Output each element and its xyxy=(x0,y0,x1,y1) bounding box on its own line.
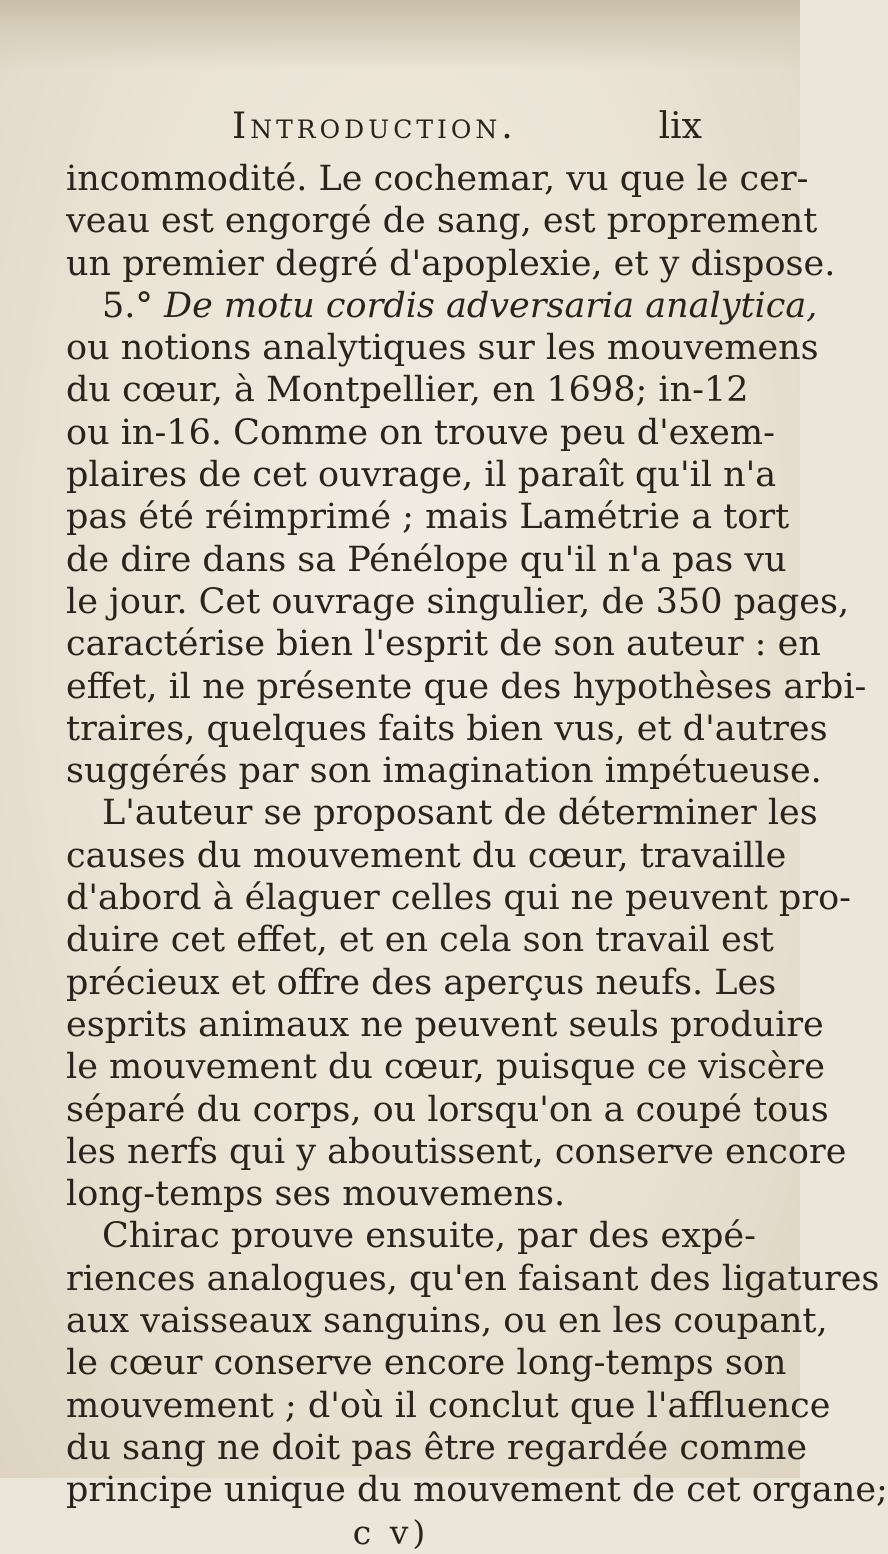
text-line: caractérise bien l'esprit de son auteur : en xyxy=(66,624,821,665)
text-line: traires, quelques faits bien vus, et d'autres xyxy=(66,708,828,749)
text-line: le jour. Cet ouvrage singulier, de 350 pages, xyxy=(66,581,850,622)
list-item-5 xyxy=(66,285,818,327)
text-line: séparé du corps, ou lorsqu'on a coupé tous xyxy=(66,1089,829,1130)
text-line: précieux et offre des aperçus neufs. Les xyxy=(66,962,777,1003)
page-header xyxy=(232,106,702,146)
text-line: principe unique du mouvement de cet organe; xyxy=(66,1470,888,1511)
text-line: les nerfs qui y aboutissent, conserve encore xyxy=(66,1131,847,1172)
text-line: ou in-16. Comme on trouve peu d'exem- xyxy=(66,412,775,453)
item-number: 5.° xyxy=(102,285,165,326)
text-line: d'abord à élaguer celles qui ne peuvent pro- xyxy=(66,878,851,919)
text-line: le cœur conserve encore long-temps son xyxy=(66,1343,787,1384)
paragraph-start: L'auteur se proposant de déterminer les xyxy=(102,793,818,834)
paragraph-start: Chirac prouve ensuite, par des expé- xyxy=(102,1216,756,1257)
text-line: mouvement ; d'où il conclut que l'affluence xyxy=(66,1385,831,1426)
text-line: esprits animaux ne peuvent seuls produire xyxy=(66,1004,824,1045)
text-line: causes du mouvement du cœur, travaille xyxy=(66,835,787,876)
text-line: du cœur, à Montpellier, en 1698; in-12 xyxy=(66,370,749,411)
text-line: aux vaisseaux sanguins, ou en les coupant, xyxy=(66,1301,828,1342)
text-line: duire cet effet, et en cela son travail est xyxy=(66,920,774,961)
text-line: du sang ne doit pas être regardée comme xyxy=(66,1427,808,1468)
page-top-edge xyxy=(0,0,800,70)
text-line: pas été réimprimé ; mais Lamétrie a tort xyxy=(66,497,790,538)
text-line: incommodité. Le cochemar, vu que le cer- xyxy=(66,159,809,199)
text-line: long-temps ses mouvemens. xyxy=(66,1174,566,1215)
running-head: Introduction. xyxy=(232,106,517,147)
text-line: un premier degré d'apoplexie, et y dispose. xyxy=(66,243,836,284)
latin-title: De motu cordis adversaria analytica, xyxy=(164,285,818,326)
page-number: lix xyxy=(658,106,702,147)
text-line: plaires de cet ouvrage, il paraît qu'il n'a xyxy=(66,455,777,496)
text-line: riences analogues, qu'en faisant des ligatures xyxy=(66,1258,880,1299)
body-text xyxy=(66,158,888,1554)
text-line: le mouvement du cœur, puisque ce viscère xyxy=(66,1047,825,1088)
text-line: de dire dans sa Pénélope qu'il n'a pas vu xyxy=(66,539,787,580)
signature-mark: c v) xyxy=(352,1512,430,1552)
text-line: ou notions analytiques sur les mouvemens xyxy=(66,328,819,369)
text-line: effet, il ne présente que des hypothèses arbi- xyxy=(66,666,867,707)
text-line: veau est engorgé de sang, est proprement xyxy=(66,201,818,242)
text-line: suggérés par son imagination impétueuse. xyxy=(66,751,822,792)
